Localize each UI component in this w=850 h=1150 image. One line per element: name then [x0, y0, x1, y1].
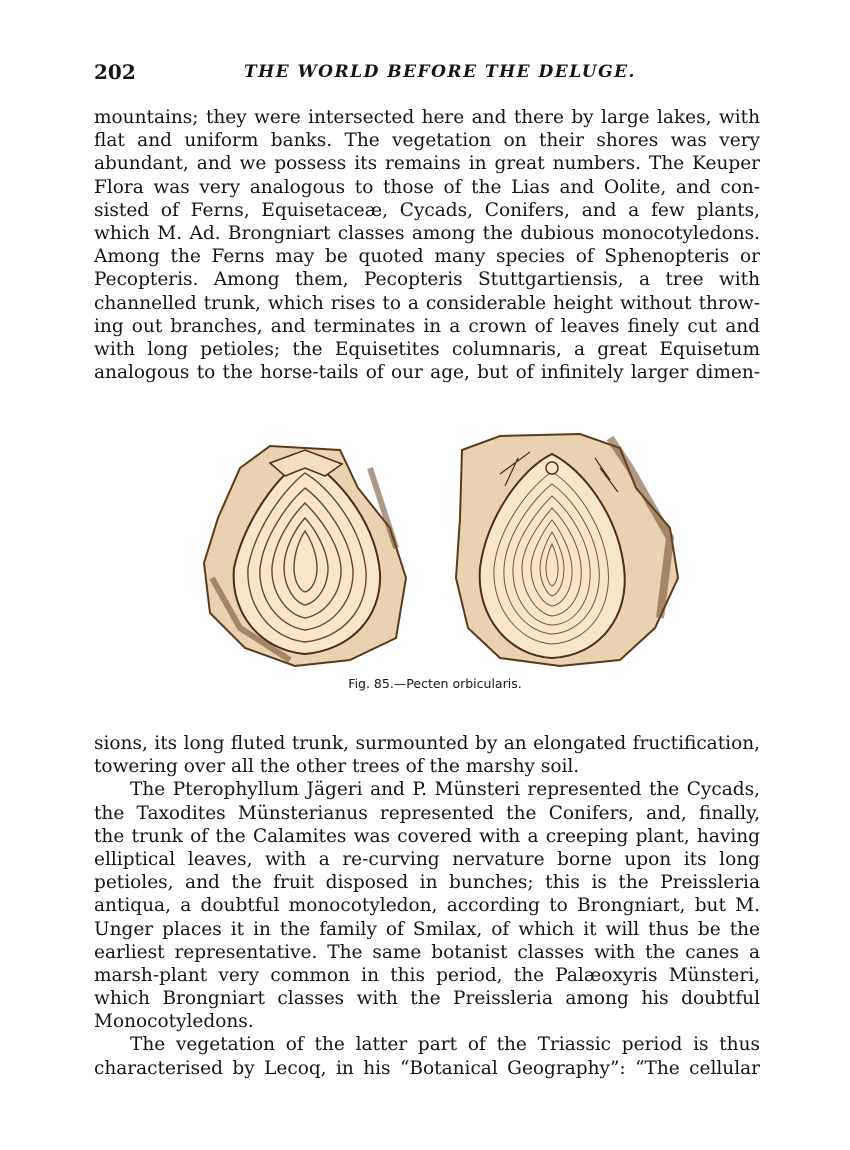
shell-illustration [200, 428, 684, 670]
text-line: the Taxodites Münsterianus represented the Conifers, and, finally, [94, 802, 760, 824]
text-line: marsh-plant very common in this period, the Palæoxyris Münsteri, [94, 964, 760, 986]
caption-text: Fig. 85.—Pecten orbicularis. [348, 676, 522, 691]
text-line: ing out branches, and terminates in a crown of leaves finely cut and [94, 315, 760, 337]
text-line: Unger places it in the family of Smilax, of which it will thus be the [94, 918, 760, 940]
text-line: which Brongniart classes with the Preissleria among his doubtful [94, 988, 760, 1010]
text-line: flat and uniform banks. The vegetation on their shores was very [94, 130, 760, 152]
page-number: 202 [94, 60, 136, 84]
text-line: the trunk of the Calamites was covered with a creeping plant, having [94, 825, 760, 847]
text-line: characterised by Lecoq, in his “Botanical Geography”: “The cellular [94, 1057, 760, 1079]
text-line: abundant, and we possess its remains in great numbers. The Keuper [94, 153, 760, 175]
text-line: antiqua, a doubtful monocotyledon, according to Brongniart, but M. [94, 895, 760, 917]
text-line: Monocotyledons. [94, 1011, 254, 1033]
text-line: elliptical leaves, with a re-curving nervature borne upon its long [94, 848, 760, 870]
text-line: Pecopteris. Among them, Pecopteris Stuttgartiensis, a tree with [94, 269, 760, 291]
figure-pecten-orbicularis [200, 428, 684, 670]
text-line: analogous to the horse-tails of our age, but of infinitely larger dimen- [94, 362, 760, 384]
text-line: Flora was very analogous to those of the Lias and Oolite, and con- [94, 176, 760, 198]
text-line: The Pterophyllum Jägeri and P. Münsteri represented the Cycads, [130, 779, 760, 801]
text-line: sisted of Ferns, Equisetaceæ, Cycads, Conifers, and a few plants, [94, 199, 760, 221]
text-line: The vegetation of the latter part of the Triassic period is thus [130, 1034, 760, 1056]
text-line: Among the Ferns may be quoted many species of Sphenopteris or [94, 246, 760, 268]
text-line: mountains; they were intersected here and there by large lakes, with [94, 107, 760, 128]
text-line: petioles, and the fruit disposed in bunches; this is the Preissleria [94, 872, 760, 894]
running-head: THE WORLD BEFORE THE DELUGE. [244, 62, 636, 82]
page-header [94, 60, 759, 88]
text-block-top [94, 106, 760, 384]
text-line: towering over all the other trees of the marshy soil. [94, 756, 580, 778]
text-line: channelled trunk, which rises to a considerable height without throw- [94, 292, 760, 314]
text-line: sions, its long fluted trunk, surmounted by an elongated fructification, [94, 733, 760, 754]
text-line: with long petioles; the Equisetites columnaris, a great Equisetum [94, 338, 760, 360]
text-block-bottom [94, 732, 760, 1080]
text-line: which M. Ad. Brongniart classes among the dubious monocotyledons. [94, 222, 760, 244]
text-line: earliest representative. The same botanist classes with the canes a [94, 941, 760, 963]
figure-caption [0, 676, 850, 691]
